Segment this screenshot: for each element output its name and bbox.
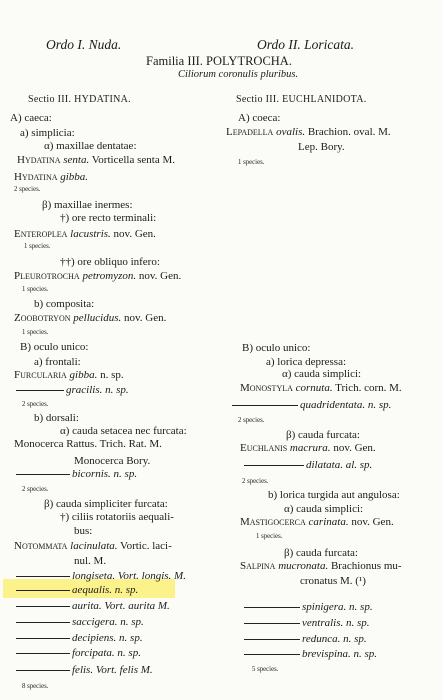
left-line-text: forcipata. n. sp. — [72, 647, 141, 659]
right-line-text: spinigera. n. sp. — [302, 601, 373, 613]
right-line-text: a) lorica depressa: — [266, 356, 347, 368]
right-line-text: redunca. n. sp. — [302, 633, 367, 645]
right-line-text: 5 species. — [252, 666, 279, 673]
left-line-text: bus: — [74, 525, 93, 537]
right-line-text: Euchlanis macrura. nov. Gen. — [240, 442, 376, 454]
left-line-text: B) oculo unico: — [20, 341, 89, 353]
left-line-text: nul. M. — [74, 555, 107, 567]
left-line-text: Zoobotryon pellucidus. nov. Gen. — [14, 312, 167, 324]
left-line-text: β) maxillae inermes: — [42, 199, 133, 211]
left-line — [16, 571, 186, 582]
right-line-text: Salpina mucronata. Brachionus mu- — [240, 560, 402, 572]
left-line-text: bicornis. n. sp. — [72, 468, 138, 480]
left-line — [34, 299, 94, 310]
right-line-text: B) oculo unico: — [242, 342, 311, 354]
left-line-text: Notommata lacinulata. Vortic. laci- — [14, 540, 172, 552]
ditto-rule — [16, 589, 70, 591]
right-line — [284, 504, 363, 515]
right-line — [244, 634, 367, 645]
right-line-text: Lep. Bory. — [298, 141, 345, 153]
left-line-text: a) simplicia: — [20, 127, 75, 139]
right-line — [242, 479, 268, 486]
left-order-heading: Ordo I. Nuda. — [46, 37, 122, 52]
right-line — [268, 490, 400, 501]
left-line — [74, 556, 106, 567]
ditto-rule — [244, 622, 300, 624]
left-line-text: Hydatina senta. Vorticella senta M. — [17, 154, 175, 166]
left-line — [16, 648, 141, 659]
right-line-text: α) cauda simplici: — [282, 368, 362, 380]
left-line — [24, 244, 50, 251]
right-line-text: β) cauda furcata: — [284, 547, 358, 559]
right-line — [252, 667, 278, 674]
right-order-heading: Ordo II. Loricata. — [257, 37, 354, 52]
right-line-text: Monostyla cornuta. Trich. corn. M. — [240, 382, 402, 394]
right-line — [256, 534, 282, 541]
left-line-text: Furcularia gibba. n. sp. — [14, 369, 124, 381]
right-line — [266, 357, 346, 368]
right-line — [300, 576, 366, 587]
right-line-text: brevispina. n. sp. — [302, 648, 378, 660]
left-line — [34, 413, 79, 424]
left-line-text: b) dorsali: — [34, 412, 79, 424]
left-line — [16, 665, 153, 676]
right-line-text: quadridentata. n. sp. — [300, 399, 392, 411]
left-line-text: †) ciliis rotatoriis aequali- — [60, 511, 174, 523]
left-line — [28, 95, 131, 105]
left-line — [74, 456, 150, 467]
right-line-text: dilatata. al. sp. — [306, 459, 373, 471]
right-line — [244, 618, 370, 629]
left-line — [17, 155, 175, 166]
left-line-text: α) cauda setacea nec furcata: — [60, 425, 187, 437]
left-line — [60, 213, 156, 224]
left-line-text: 1 species. — [22, 286, 49, 293]
right-line — [284, 548, 358, 559]
right-line-text: Mastigocerca carinata. nov. Gen. — [240, 516, 394, 528]
right-line-text: ventralis. n. sp. — [302, 617, 370, 629]
left-line — [22, 287, 48, 294]
left-line — [44, 499, 168, 510]
right-line-text: α) cauda simplici: — [284, 503, 364, 515]
right-line — [240, 517, 394, 528]
right-line — [238, 113, 280, 124]
left-line-text: β) cauda simpliciter furcata: — [44, 498, 168, 510]
left-line-text: 1 species. — [22, 329, 49, 336]
right-line-text: 2 species. — [242, 478, 269, 485]
left-line — [22, 402, 48, 409]
left-line-text: gracilis. n. sp. — [66, 384, 129, 396]
left-line-text: †) ore recto terminali: — [60, 212, 157, 224]
right-line-text: 2 species. — [238, 417, 265, 424]
right-line-text: b) lorica turgida aut angulosa: — [268, 489, 400, 501]
left-line-text: Enteroplea lacustris. nov. Gen. — [14, 228, 156, 240]
left-line — [16, 633, 143, 644]
left-line — [22, 684, 48, 691]
ditto-rule — [16, 652, 70, 654]
left-line — [14, 541, 172, 552]
left-line — [14, 187, 40, 194]
ditto-rule — [16, 605, 70, 607]
ditto-rule — [16, 473, 70, 475]
left-line — [10, 113, 52, 124]
right-line — [226, 127, 391, 138]
left-line-text: aequalis. n. sp. — [72, 584, 139, 596]
right-line — [244, 602, 373, 613]
left-line-text: 2 species. — [14, 186, 41, 193]
left-line-text: Pleurotrocha petromyzon. nov. Gen. — [14, 270, 182, 282]
right-line-text: A) coeca: — [238, 112, 281, 124]
left-line — [60, 426, 187, 437]
left-line — [42, 200, 133, 211]
left-line-text: longiseta. Vort. longis. M. — [72, 570, 186, 582]
left-line-text: b) composita: — [34, 298, 95, 310]
left-line-text: Monocerca Rattus. Trich. Rat. M. — [14, 438, 162, 450]
left-line — [14, 271, 181, 282]
ditto-rule — [244, 606, 300, 608]
right-line — [242, 343, 310, 354]
right-line-text: β) cauda furcata: — [286, 429, 360, 441]
ditto-rule — [16, 669, 70, 671]
left-line — [20, 342, 88, 353]
left-line — [14, 370, 124, 381]
ditto-rule — [244, 638, 300, 640]
left-line-text: 8 species. — [22, 683, 49, 690]
right-line-text: 1 species. — [238, 159, 265, 166]
right-line — [232, 400, 391, 411]
left-line — [16, 601, 170, 612]
left-line — [14, 313, 166, 324]
left-line-text: 2 species. — [22, 401, 49, 408]
right-line — [286, 430, 360, 441]
left-line — [22, 330, 48, 337]
left-line — [60, 257, 160, 268]
ditto-rule — [232, 404, 298, 406]
left-line-text: α) maxillae dentatae: — [44, 140, 137, 152]
right-line — [240, 443, 376, 454]
ditto-rule — [16, 575, 70, 577]
family-subheading: Ciliorum coronulis pluribus. — [178, 69, 299, 80]
left-line-text: Monocerca Bory. — [74, 455, 151, 467]
family-heading: Familia III. POLYTROCHA. — [146, 54, 292, 68]
right-line — [282, 369, 361, 380]
left-line-text: A) caeca: — [10, 112, 52, 124]
right-line-text: 1 species. — [256, 533, 283, 540]
ditto-rule — [244, 653, 300, 655]
left-line — [16, 585, 138, 596]
right-line — [238, 160, 264, 167]
left-line-text: decipiens. n. sp. — [72, 632, 143, 644]
left-line — [60, 512, 174, 523]
left-line — [22, 487, 48, 494]
left-line — [16, 617, 144, 628]
left-line — [14, 439, 162, 450]
left-line — [74, 526, 92, 537]
right-line — [240, 383, 402, 394]
left-line-text: Sectio III. HYDATINA. — [28, 94, 131, 105]
left-line — [14, 172, 88, 183]
left-line-text: 2 species. — [22, 486, 49, 493]
right-line — [240, 561, 402, 572]
left-line — [14, 229, 156, 240]
left-line-text: 1 species. — [24, 243, 51, 250]
left-line — [34, 357, 81, 368]
right-line-text: cronatus M. (¹) — [300, 575, 366, 587]
left-line-text: ††) ore obliquo infero: — [60, 256, 160, 268]
left-line-text: Hydatina gibba. — [14, 171, 89, 183]
left-line-text: aurita. Vort. aurita M. — [72, 600, 170, 612]
ditto-rule — [244, 464, 304, 466]
right-line — [238, 418, 264, 425]
left-line — [20, 128, 75, 139]
left-line-text: saccigera. n. sp. — [72, 616, 144, 628]
right-line — [236, 95, 367, 105]
right-line — [244, 649, 377, 660]
left-line — [16, 385, 129, 396]
left-line — [44, 141, 137, 152]
ditto-rule — [16, 621, 70, 623]
right-line-text: Sectio III. EUCHLANIDOTA. — [236, 94, 367, 105]
right-line-text: Lepadella ovalis. Brachion. oval. M. — [226, 126, 391, 138]
left-line-text: felis. Vort. felis M. — [72, 664, 153, 676]
left-line-text: a) frontali: — [34, 356, 81, 368]
right-line — [244, 460, 372, 471]
ditto-rule — [16, 637, 70, 639]
right-line — [298, 142, 345, 153]
ditto-rule — [16, 389, 64, 391]
left-line — [16, 469, 137, 480]
